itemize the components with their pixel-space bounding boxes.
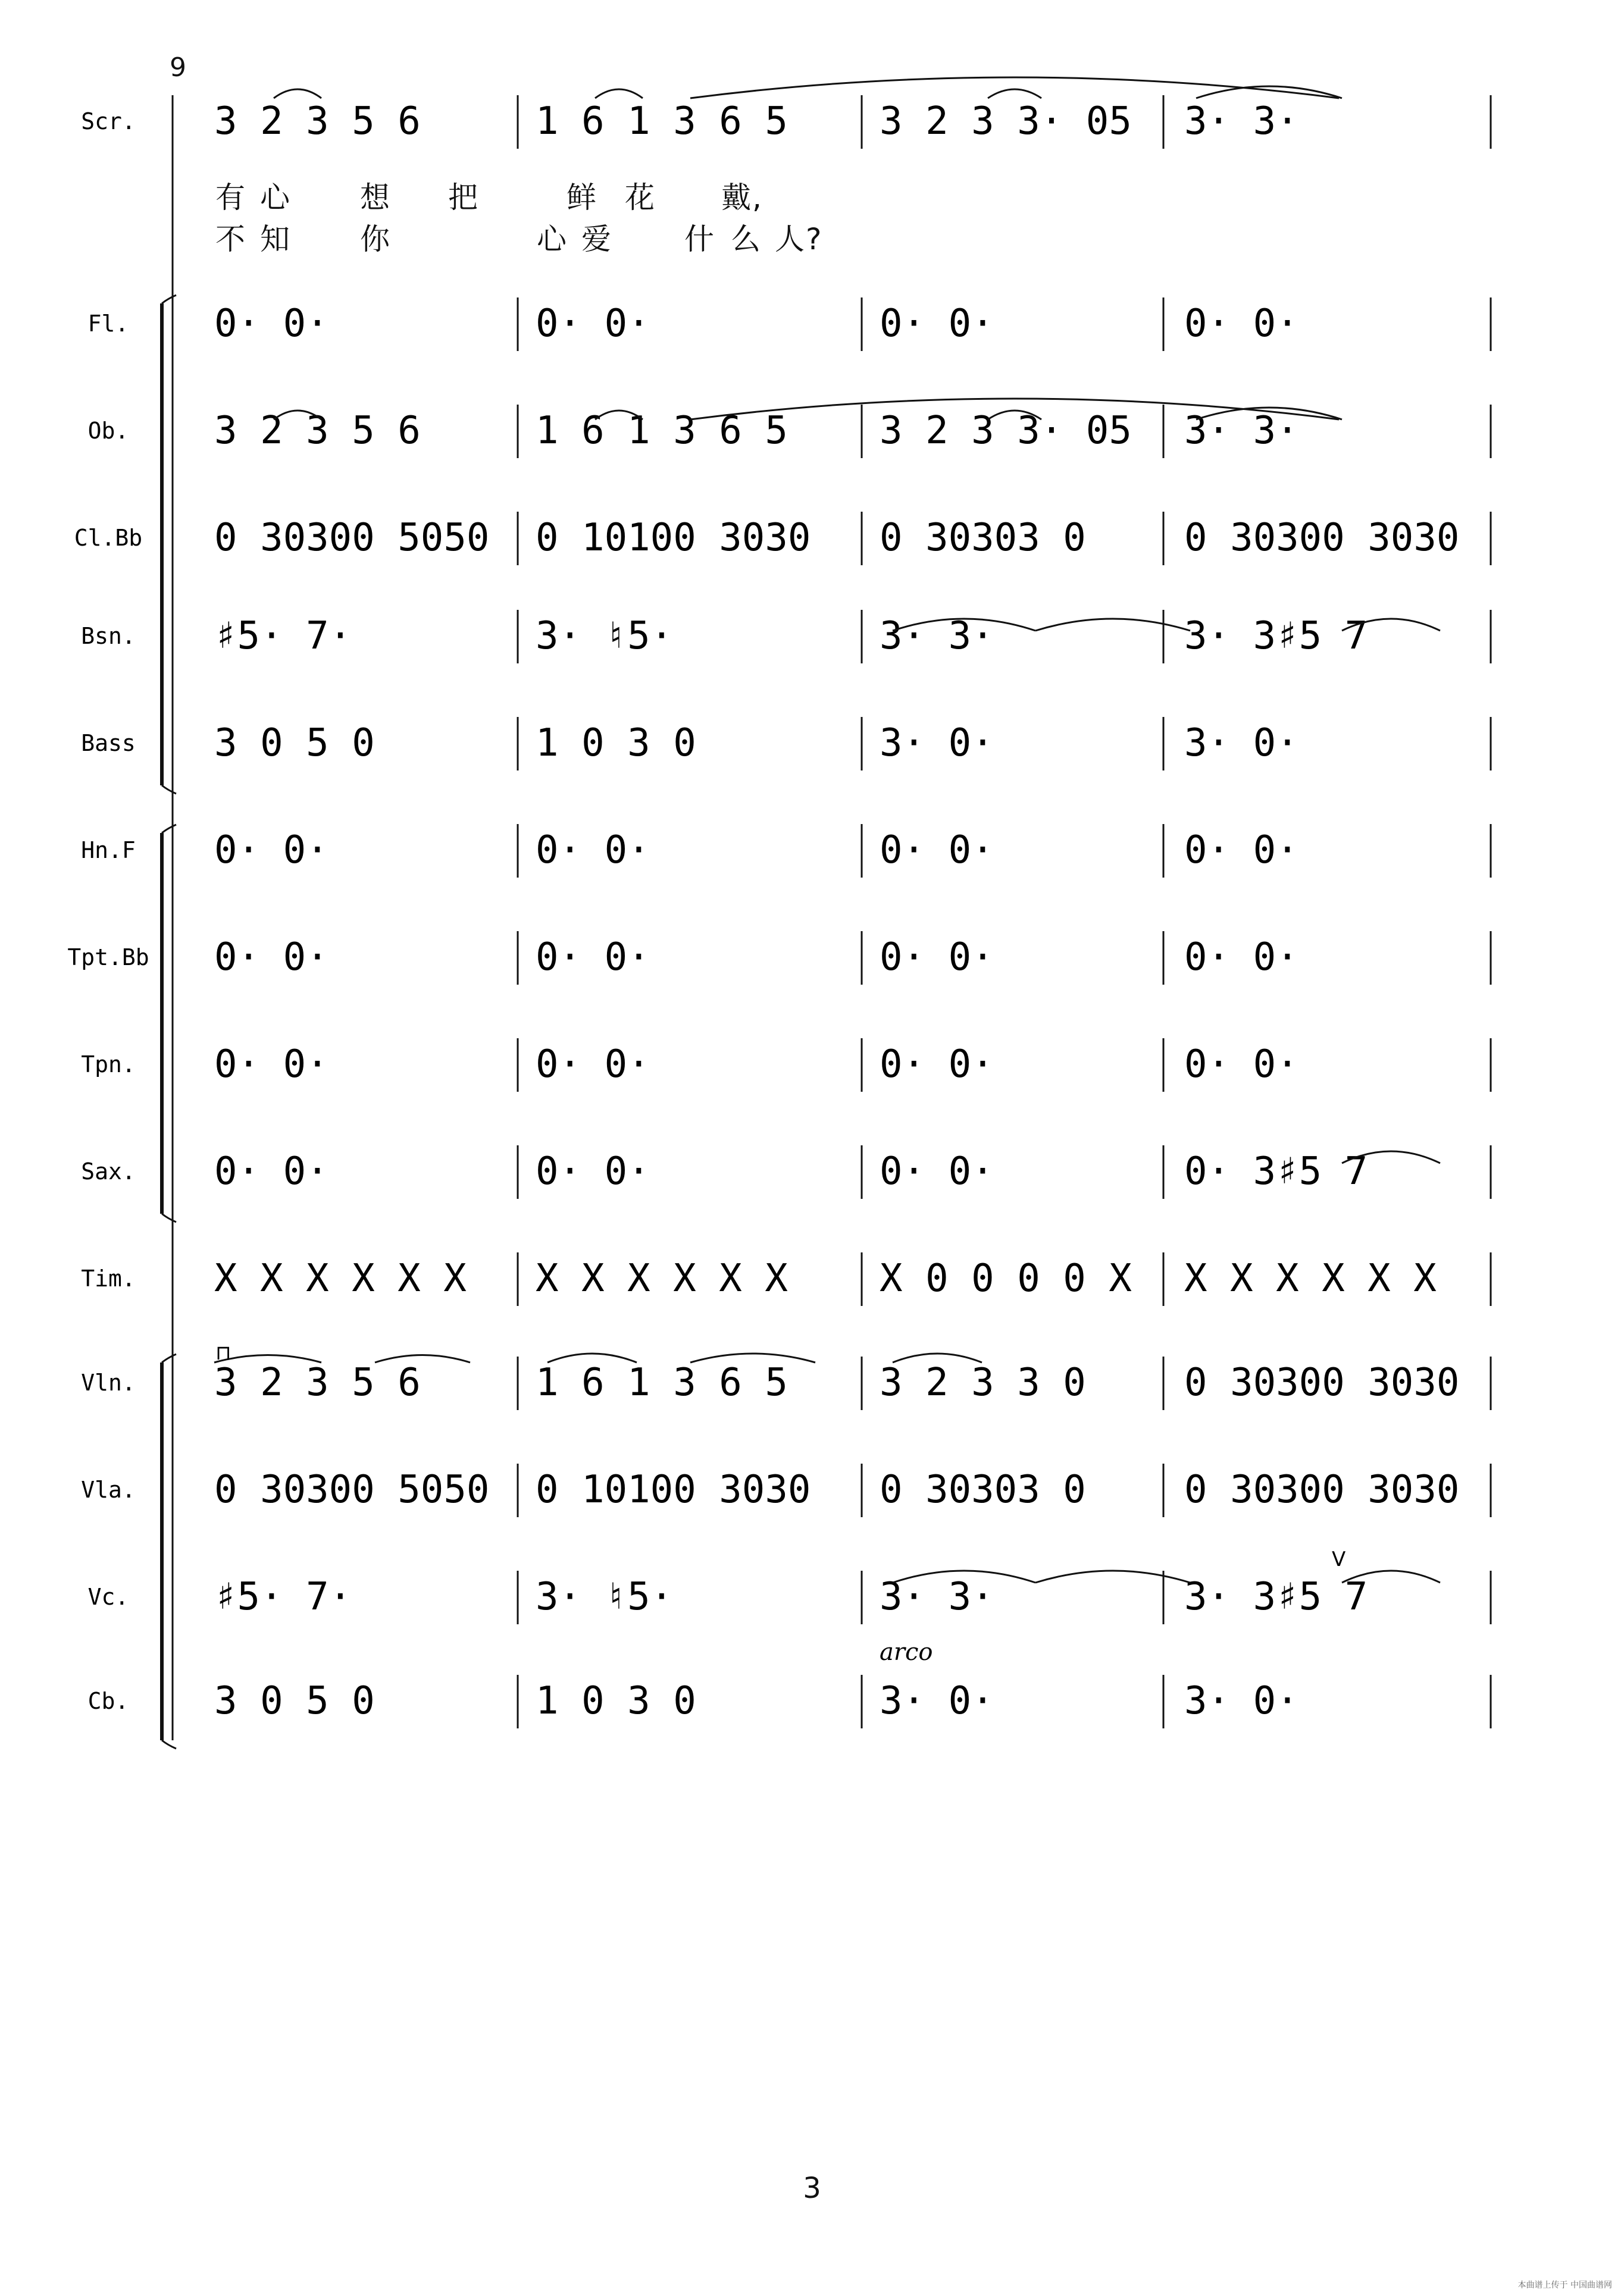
measure-notes: 0· 0· — [880, 1042, 994, 1086]
measure-notes: 3· ♮5· — [536, 1575, 674, 1619]
measure-notes: ♯5· 7· — [214, 614, 352, 658]
measure-notes: 1 0 3 0 — [536, 1679, 696, 1723]
bracket-hook — [162, 1354, 176, 1362]
arco-mark: arco — [880, 1639, 933, 1666]
measure-notes: 0· 0· — [536, 828, 650, 872]
staff-label: Scr. — [81, 108, 136, 134]
staff-label: Vc. — [87, 1584, 129, 1610]
measure-notes: 0· 0· — [1184, 302, 1299, 346]
measure-notes: 3 2 3 3· 05 — [880, 409, 1132, 453]
measure-notes: 3· 0· — [1184, 1679, 1299, 1723]
measure-notes: X 0 0 0 0 X — [880, 1257, 1132, 1301]
staff-label: Vla. — [81, 1477, 136, 1503]
measure-notes: 0 30303 0 — [880, 516, 1086, 560]
staff-label: Tpt.Bb — [67, 944, 149, 970]
measure-notes: 1 6 1 3 6 5 — [536, 1361, 788, 1405]
lyric-char: 想 — [360, 180, 391, 215]
measure-notes: 0· 0· — [536, 1149, 650, 1194]
measure-notes: 0· 0· — [880, 828, 994, 872]
bracket-hook — [162, 825, 176, 833]
measure-notes: 0 10100 3030 — [536, 1468, 811, 1512]
measure-notes: 0· 0· — [214, 1149, 329, 1194]
measure-notes: 0· 0· — [214, 1042, 329, 1086]
measure-notes: 0· 0· — [536, 1042, 650, 1086]
bracket-hook — [162, 1740, 176, 1749]
measure-notes: 3· 0· — [1184, 721, 1299, 765]
measure-notes: 0· 3♯5 7 — [1184, 1149, 1368, 1194]
lyric-char: 知 — [260, 222, 291, 256]
bracket-hook — [162, 1214, 176, 1222]
bracket-hook — [162, 785, 176, 794]
slur — [1035, 619, 1190, 631]
staff-label: Tpn. — [81, 1051, 136, 1077]
staff-label: Hn.F — [81, 837, 136, 863]
slur — [1035, 1571, 1190, 1583]
measure-notes: 3 2 3 5 6 — [214, 1361, 421, 1405]
lyric-char: 心 — [260, 180, 291, 215]
measure-notes: 3· 3♯5 7 — [1184, 1575, 1368, 1619]
lyric-char: 花 — [625, 180, 656, 215]
measure-notes: 0· 0· — [214, 828, 329, 872]
measure-notes: 3 2 3 5 6 — [214, 99, 421, 143]
measure-notes: 0 10100 3030 — [536, 516, 811, 560]
measure-notes: 3 2 3 3· 05 — [880, 99, 1132, 143]
measure-notes: 3 0 5 0 — [214, 1679, 375, 1723]
slur — [274, 89, 321, 98]
measure-notes: 0· 0· — [880, 935, 994, 979]
measure-notes: 1 6 1 3 6 5 — [536, 99, 788, 143]
measure-notes: 0· 0· — [1184, 1042, 1299, 1086]
measure-notes: 3· 0· — [880, 721, 994, 765]
measure-notes: 0· 0· — [214, 302, 329, 346]
measure-notes: 0· 0· — [536, 935, 650, 979]
measure-notes: 0 30300 3030 — [1184, 1361, 1460, 1405]
measure-notes: 0· 0· — [214, 935, 329, 979]
lyric-char: 你 — [360, 222, 391, 256]
measure-notes: 0· 0· — [1184, 935, 1299, 979]
lyric-char: 把 — [448, 180, 479, 215]
measure-notes: 3· 3· — [1184, 409, 1299, 453]
lyric-char: 爱 — [581, 222, 612, 256]
lyric-char: 鲜 — [567, 180, 597, 215]
measure-notes: 0 30300 3030 — [1184, 1468, 1460, 1512]
measure-notes: 3· ♮5· — [536, 614, 674, 658]
lyric-char: 有 — [215, 180, 246, 215]
measure-notes: 3 2 3 5 6 — [214, 409, 421, 453]
staff-label: Bass — [81, 730, 136, 756]
bracket-hook — [162, 295, 176, 303]
measure-notes: 0· 0· — [1184, 828, 1299, 872]
measure-notes: 1 0 3 0 — [536, 721, 696, 765]
lyric-char: 什 — [684, 222, 715, 256]
measure-notes: 3· 3♯5 7 — [1184, 614, 1368, 658]
staff-label: Fl. — [87, 311, 129, 337]
measure-notes: 0 30303 0 — [880, 1468, 1086, 1512]
staff-label: Ob. — [87, 418, 129, 444]
measure-notes: X X X X X X — [214, 1257, 467, 1301]
staff-label: Cb. — [87, 1688, 129, 1714]
measure-notes: 0 30300 5050 — [214, 1468, 490, 1512]
up-bow-mark: V — [1332, 1548, 1346, 1571]
staff-label: Tim. — [81, 1266, 136, 1292]
lyric-char: 心 — [537, 222, 568, 256]
lyric-char: 么 — [731, 222, 762, 256]
staff-label: Bsn. — [81, 623, 136, 649]
footer-watermark: 本曲谱上传于 中国曲谱网 — [1517, 2281, 1612, 2290]
measure-notes: ♯5· 7· — [214, 1575, 352, 1619]
measure-notes: 0· 0· — [880, 1149, 994, 1194]
measure-notes: 0· 0· — [536, 302, 650, 346]
staff-label: Vln. — [81, 1370, 136, 1396]
lyric-char: 人? — [775, 222, 823, 256]
measure-notes: 3· 0· — [880, 1679, 994, 1723]
page-number: 3 — [803, 2172, 821, 2205]
measure-notes: 3 0 5 0 — [214, 721, 375, 765]
slur — [595, 89, 643, 98]
measure-number: 9 — [170, 52, 186, 83]
staff-label: Sax. — [81, 1158, 136, 1185]
measure-notes: 1 6 1 3 6 5 — [536, 409, 788, 453]
staff-label: Cl.Bb — [74, 525, 143, 551]
lyric-char: 戴, — [721, 180, 763, 215]
slur — [988, 89, 1041, 98]
down-bow-mark: ⊓ — [215, 1341, 231, 1365]
lyric-char: 不 — [215, 222, 246, 256]
measure-notes: 0· 0· — [880, 302, 994, 346]
measure-notes: 3· 3· — [880, 1575, 994, 1619]
measure-notes: 3 2 3 3 0 — [880, 1361, 1086, 1405]
measure-notes: 0 30300 3030 — [1184, 516, 1460, 560]
measure-notes: X X X X X X — [1184, 1257, 1437, 1301]
measure-notes: X X X X X X — [536, 1257, 788, 1301]
measure-notes: 3· 3· — [1184, 99, 1299, 143]
measure-notes: 0 30300 5050 — [214, 516, 490, 560]
measure-notes: 3· 3· — [880, 614, 994, 658]
